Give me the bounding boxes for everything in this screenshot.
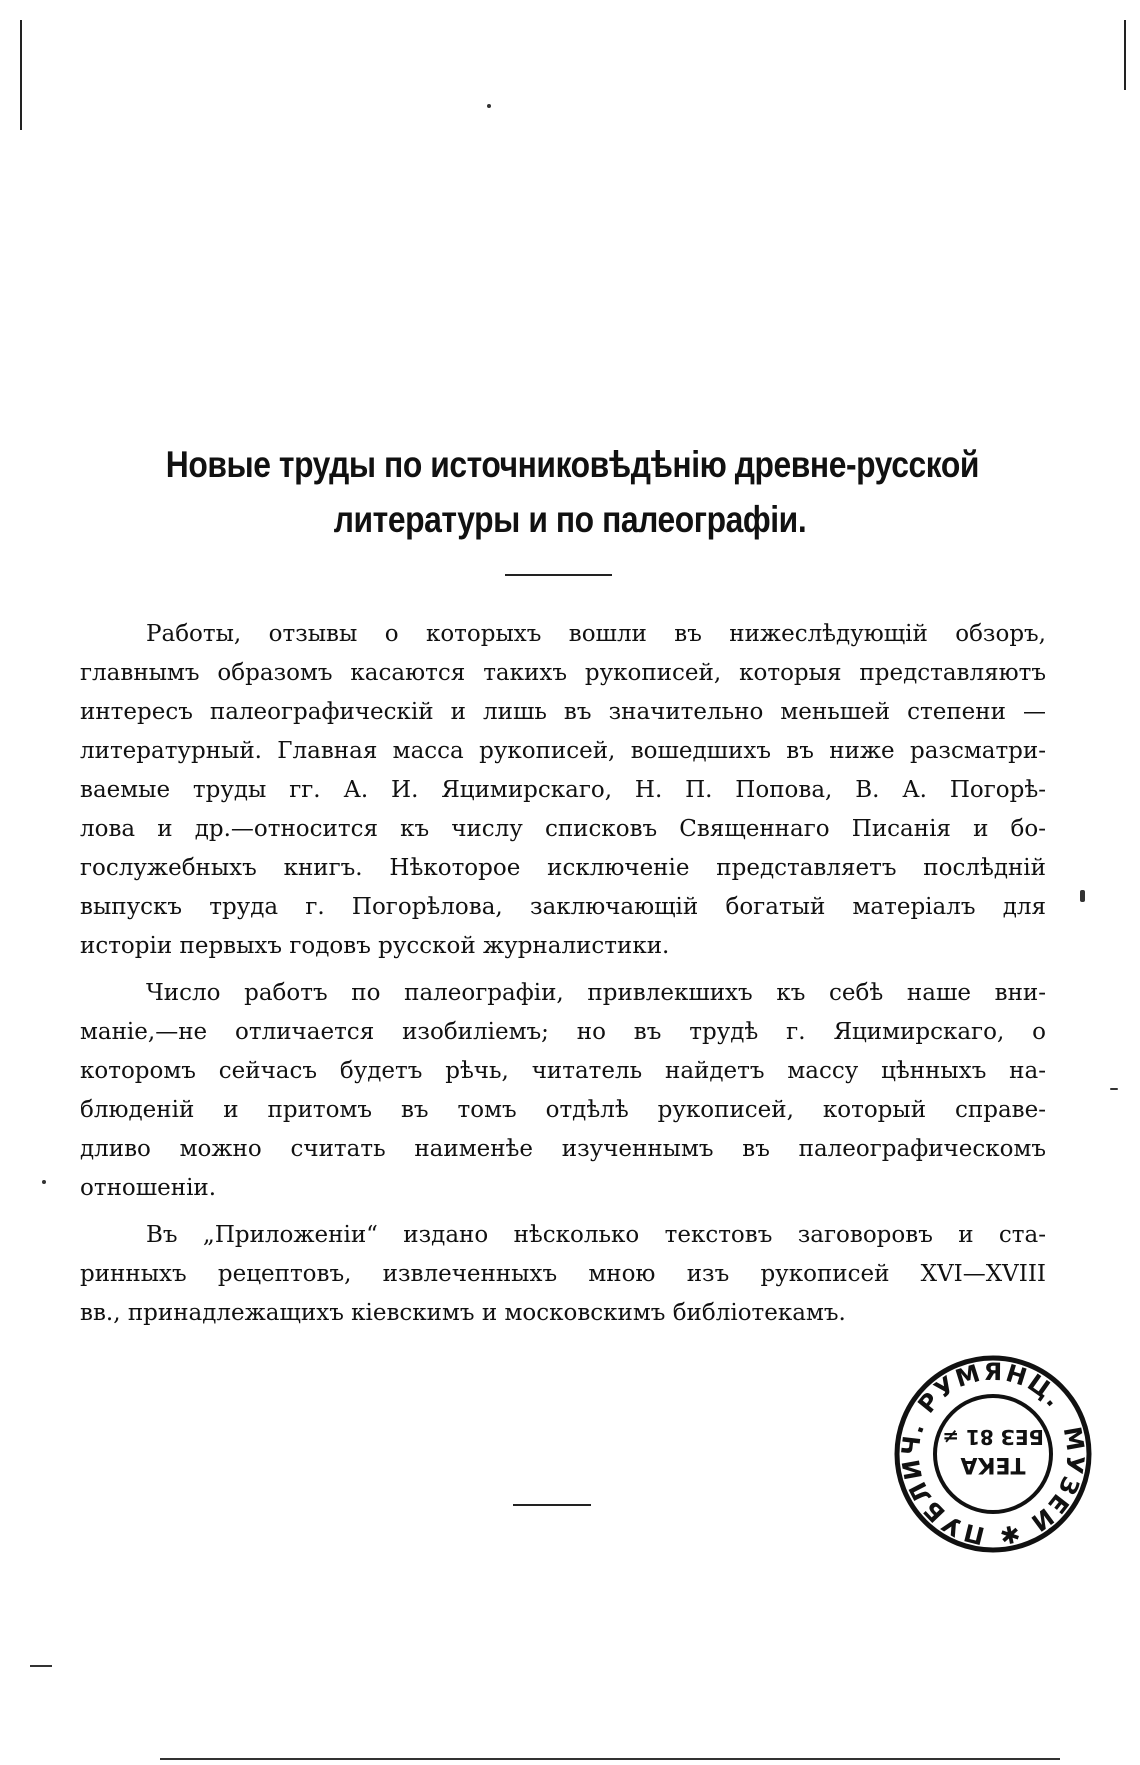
scan-speck [487,104,491,108]
text-line: Работы, отзывы о которыхъ вошли въ нижеслѣдующій обзоръ, [146,621,1046,647]
text-line: выпускъ труда г. Погорѣлова, заключающій богатый матеріалъ для [80,894,1046,920]
stamp-ring-text: МУЗЕЙ ✱ ПУБЛИЧ. РУМЯНЦ. [896,1357,1090,1551]
scan-speck [1110,1088,1118,1090]
stamp-center-line-1: ТЕКА [960,1452,1026,1477]
text-line: гослужебныхъ книгъ. Нѣкоторое исключеніе представляетъ послѣдній [80,855,1046,881]
text-line: Въ „Приложеніи“ издано нѣсколько текстовъ заговоровъ и ста- [146,1222,1046,1248]
scan-edge-bottom [160,1758,1060,1760]
library-stamp [893,1354,1093,1554]
title-line-2: литературы и по палеографіи. [333,499,807,540]
stamp-seal-icon [893,1354,1093,1554]
scan-mark [30,1665,52,1667]
text-line: лова и др.—относится къ числу списковъ Священнаго Писанія и бо- [80,816,1046,842]
text-line: дливо можно считать наименѣе изученнымъ въ палеографическомъ [80,1136,1046,1162]
scan-edge-right [1124,20,1126,90]
closing-rule [513,1504,591,1506]
text-line: вв., принадлежащихъ кіевскимъ и московскимъ библіотекамъ. [80,1300,846,1326]
text-line: ваемые труды гг. А. И. Яцимирскаго, Н. П. Попова, В. А. Погорѣ- [80,777,1046,803]
text-line: блюденій и притомъ въ томъ отдѣлѣ рукописей, который справе- [80,1097,1046,1123]
scan-speck [42,1180,46,1184]
text-line: главнымъ образомъ касаются такихъ рукописей, которыя представляютъ [80,660,1046,686]
scan-edge-left [20,20,22,130]
paragraph-1 [80,615,1046,966]
text-line: ринныхъ рецептовъ, извлеченныхъ мною изъ рукописей XVI—XVIII [80,1261,1046,1287]
scan-speck [1080,890,1085,902]
text-line: Число работъ по палеографіи, привлекшихъ къ себѣ наше вни- [146,980,1046,1006]
text-line: отношеніи. [80,1175,217,1201]
text-line: которомъ сейчасъ будетъ рѣчь, читатель найдетъ массу цѣнныхъ на- [80,1058,1046,1084]
text-line: маніе,—не отличается изобиліемъ; но въ трудѣ г. Яцимирскаго, о [80,1019,1046,1045]
paragraph-2 [80,974,1046,1208]
text-line: литературный. Главная масса рукописей, вошедшихъ въ ниже разсматри- [80,738,1046,764]
title-rule [505,574,612,576]
paragraph-3 [80,1216,1046,1333]
text-line: интересъ палеографическій и лишь въ значительно меньшей степени — [80,699,1046,725]
title-line-1: Новые труды по источниковѣдѣнію древне-русской [165,444,979,485]
text-line: исторіи первыхъ годовъ русской журналистики. [80,933,670,959]
stamp-center-line-2: БЕЗ 81 ≠ [942,1425,1044,1449]
article-body [80,615,1046,1333]
article-title [165,437,979,547]
